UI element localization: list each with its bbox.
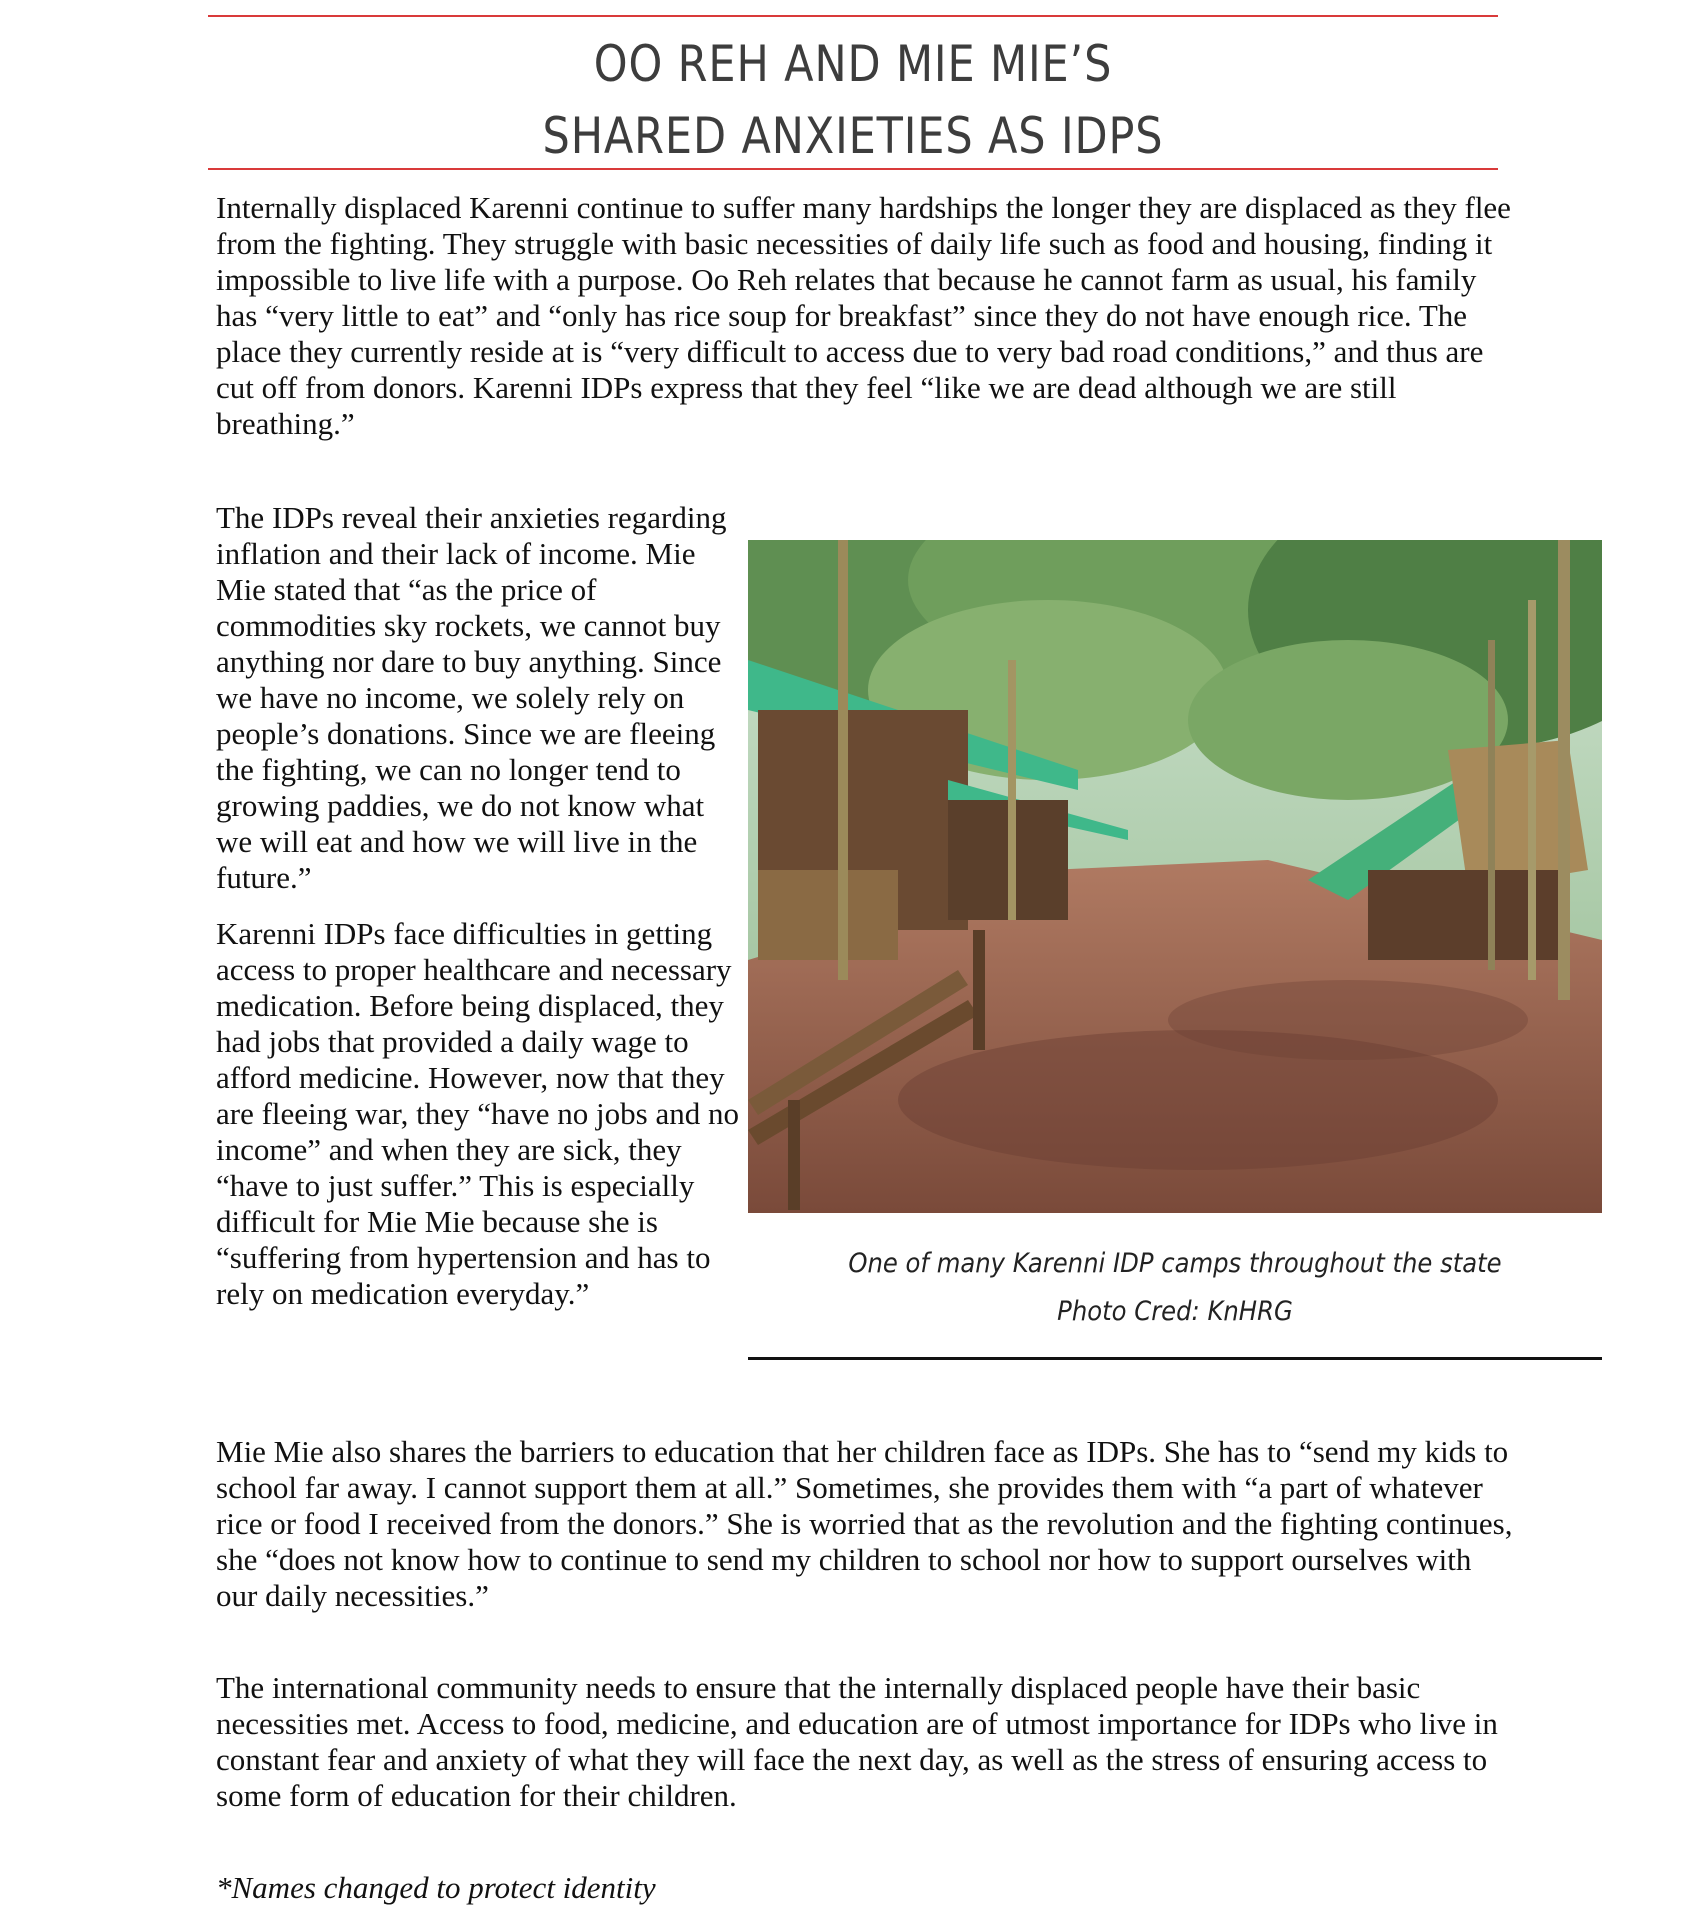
- intro-paragraph: Internally displaced Karenni continue to suffer many hardships the longer they are displaced as they flee from the fighting. They struggle with basic necessities of daily life such as food and housing, finding it impossible to live life with a purpose. Oo Reh relates that because he cannot farm as usual, his family has “very little to eat” and “only has rice soup for breakfast” since they do not have enough rice. The place they currently reside at is “very difficult to access due to very bad road conditions,” and thus are cut off from donors. Karenni IDPs express that they feel “like we are dead although we are still breathing.”: [216, 190, 1511, 441]
- international-paragraph: The international community needs to ensure that the internally displaced people have their basic necessities met. Access to food, medicine, and education are of utmost importance for IDPs who live in constant fear and anxiety of what they will face the next day, as well as the stress of ensuring access to some form of education for their children.: [216, 1670, 1498, 1813]
- education-paragraph: Mie Mie also shares the barriers to education that her children face as IDPs. She has to “send my kids to school far away. I cannot support them at all.” Sometimes, she provides them with “a part of whatever rice or food I received from the donors.” She is worried that as the revolution and the fighting continues, she “does not know how to continue to send my children to school nor how to support ourselves with our daily necessities.”: [216, 1434, 1513, 1613]
- caption-divider: [748, 1357, 1602, 1360]
- left-column: [216, 500, 746, 1332]
- footnote: *Names changed to protect identity: [216, 1870, 656, 1905]
- healthcare-paragraph: Karenni IDPs face difficulties in getting access to proper healthcare and necessary medication. Before being displaced, they had jobs that provided a daily wage to afford medicine. However, now that they are fleeing war, they “have no jobs and no income” and when they are sick, they “have to just suffer.” This is especially difficult for Mie Mie because she is “suffering from hypertension and has to rely on medication everyday.”: [216, 916, 739, 1311]
- idp-camp-photo: [748, 540, 1602, 1213]
- photo-caption: [748, 1240, 1602, 1336]
- title-line-1: OO REH AND MIE MIE’S: [593, 35, 1113, 93]
- caption-line-1: One of many Karenni IDP camps throughout the state: [848, 1248, 1502, 1279]
- title-line-2: SHARED ANXIETIES AS IDPS: [542, 107, 1164, 165]
- anxieties-paragraph: The IDPs reveal their anxieties regarding inflation and their lack of income. Mie Mie stated that “as the price of commodities sky rockets, we cannot buy anything nor dare to buy anything. Since we have no income, we solely rely on people’s donations. Since we are fleeing the fighting, we can no longer tend to growing paddies, we do not know what we will eat and how we will live in the future.”: [216, 500, 727, 895]
- page-title: [298, 28, 1407, 172]
- title-bottom-rule: [208, 168, 1498, 170]
- title-top-rule: [208, 15, 1498, 17]
- caption-line-2: Photo Cred: KnHRG: [1057, 1296, 1293, 1327]
